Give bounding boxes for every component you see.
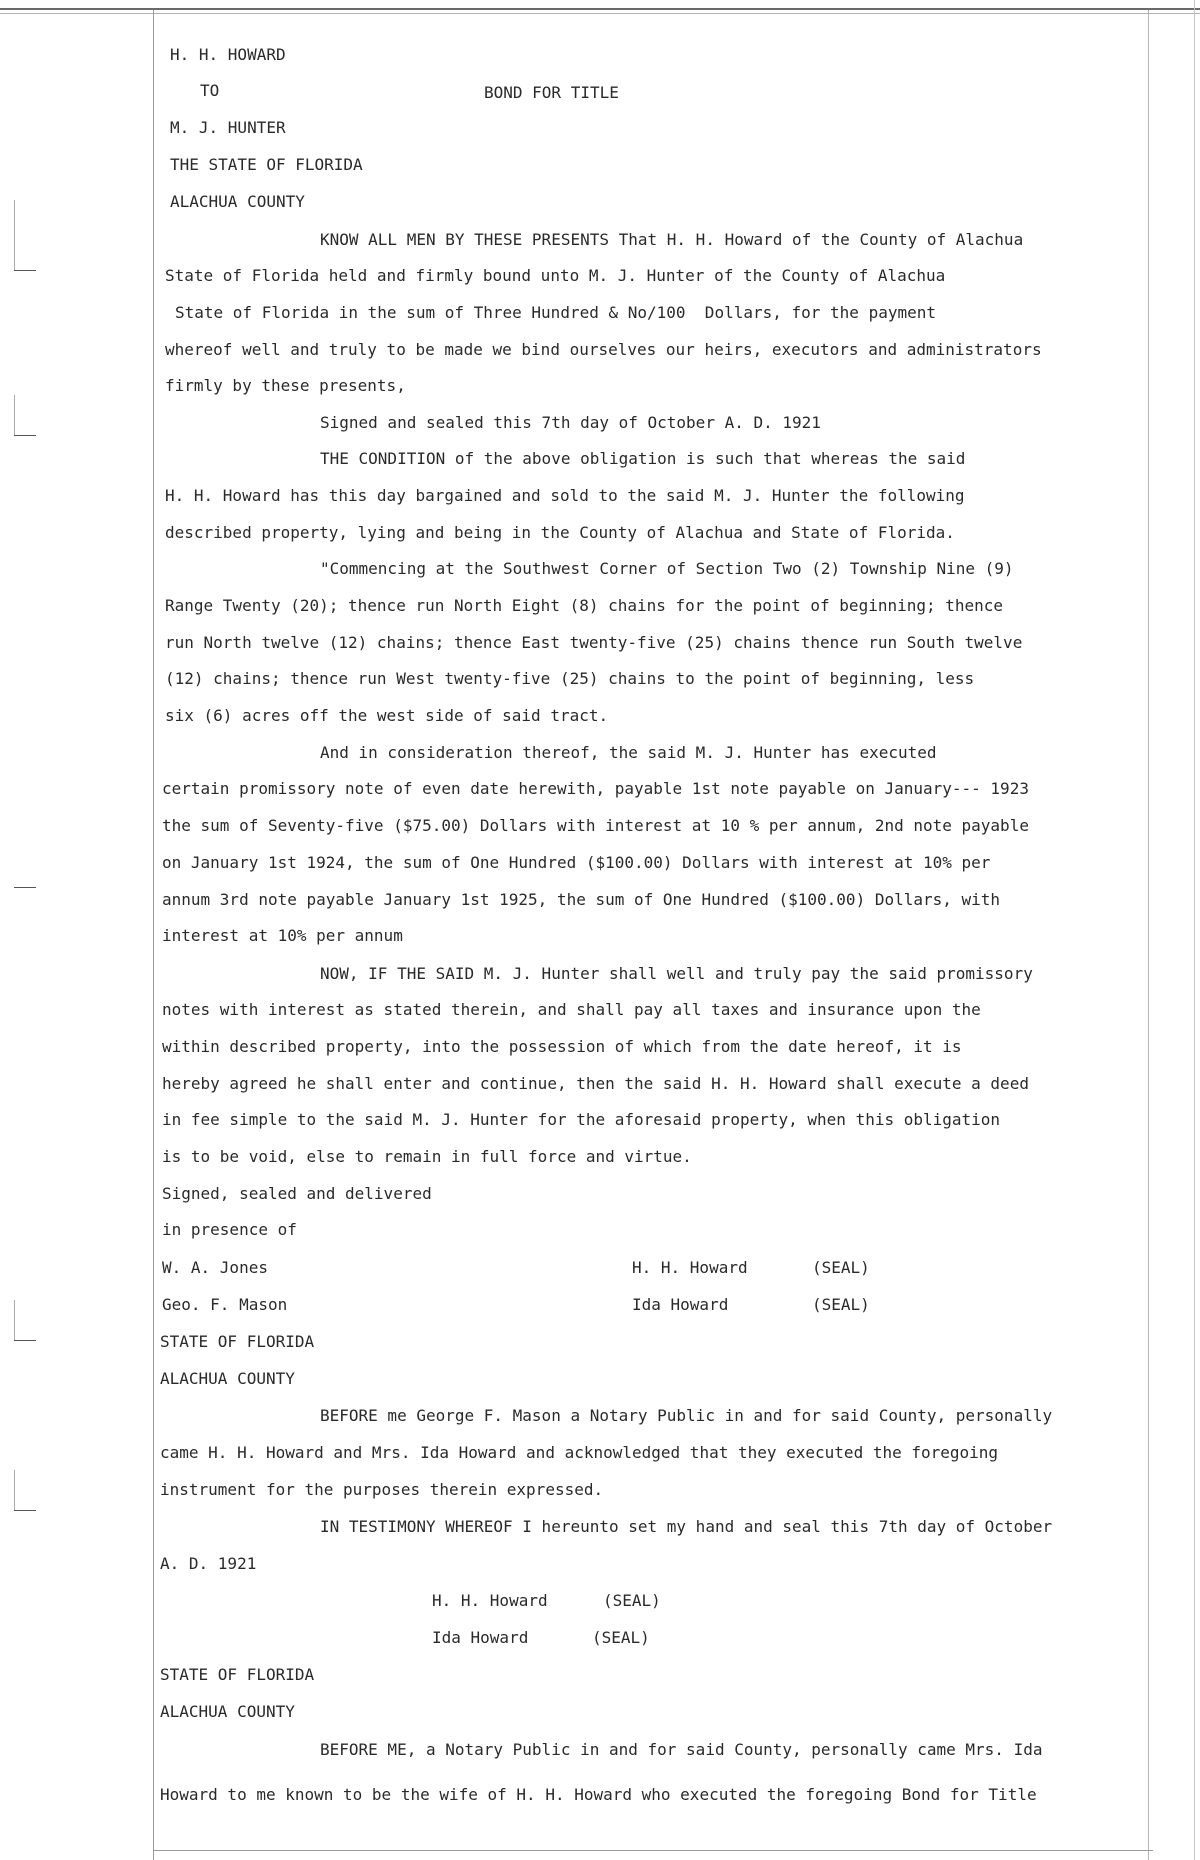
body-line: whereof well and truly to be made we bind ourselves our heirs, executors and administrators <box>165 340 1042 359</box>
top-border-line-inner <box>0 13 1200 14</box>
binding-mark <box>14 435 36 436</box>
signer-name: H. H. Howard <box>432 1591 548 1610</box>
seal-label: (SEAL) <box>603 1591 661 1610</box>
body-line: is to be void, else to remain in full force and virtue. <box>162 1147 692 1166</box>
binding-mark <box>14 200 15 270</box>
testimony-line: IN TESTIMONY WHEREOF I hereunto set my hand and seal this 7th day of October <box>320 1517 1053 1536</box>
venue-state: STATE OF FLORIDA <box>160 1665 315 1684</box>
acknowledgment-line: instrument for the purposes therein expressed. <box>160 1480 604 1499</box>
body-line: in fee simple to the said M. J. Hunter for the aforesaid property, when this obligation <box>162 1110 1001 1129</box>
binding-mark <box>14 395 15 435</box>
body-line: NOW, IF THE SAID M. J. Hunter shall well and truly pay the said promissory <box>320 964 1033 983</box>
document-title: BOND FOR TITLE <box>484 83 619 102</box>
body-line: on January 1st 1924, the sum of One Hundred ($100.00) Dollars with interest at 10% per <box>162 853 991 872</box>
venue-county: ALACHUA COUNTY <box>160 1369 295 1388</box>
right-margin-rule <box>1148 10 1149 1860</box>
legal-description-line: run North twelve (12) chains; thence East twenty-five (25) chains thence run South twelve <box>165 633 1023 652</box>
body-line: within described property, into the possession of which from the date hereof, it is <box>162 1037 962 1056</box>
seal-label: (SEAL) <box>812 1258 870 1277</box>
venue-state: THE STATE OF FLORIDA <box>170 155 363 174</box>
seal-label: (SEAL) <box>812 1295 870 1314</box>
acknowledgment-line: BEFORE ME, a Notary Public in and for said County, personally came Mrs. Ida <box>320 1740 1043 1759</box>
venue-county: ALACHUA COUNTY <box>160 1702 295 1721</box>
legal-description-line: six (6) acres off the west side of said tract. <box>165 706 609 725</box>
witness-name: W. A. Jones <box>162 1258 268 1277</box>
party-grantee: M. J. HUNTER <box>170 118 286 137</box>
signer-name: Ida Howard <box>632 1295 729 1314</box>
venue-county: ALACHUA COUNTY <box>170 192 305 211</box>
body-line: interest at 10% per annum <box>162 926 403 945</box>
acknowledgment-line: BEFORE me George F. Mason a Notary Public in and for said County, personally <box>320 1406 1053 1425</box>
body-line: annum 3rd note payable January 1st 1925, the sum of One Hundred ($100.00) Dollars, with <box>162 890 1001 909</box>
legal-description-line: Range Twenty (20); thence run North Eight (8) chains for the point of beginning; thence <box>165 596 1004 615</box>
body-line: certain promissory note of even date herewith, payable 1st note payable on January--- 1923 <box>162 779 1029 798</box>
acknowledgment-line: Howard to me known to be the wife of H. H. Howard who executed the foregoing Bond for Title <box>160 1785 1037 1804</box>
signer-name: Ida Howard <box>432 1628 529 1647</box>
body-line: hereby agreed he shall enter and continue, then the said H. H. Howard shall execute a deed <box>162 1074 1029 1093</box>
binding-mark <box>14 270 36 271</box>
legal-description-line: "Commencing at the Southwest Corner of Section Two (2) Township Nine (9) <box>320 559 1014 578</box>
body-line: notes with interest as stated therein, and shall pay all taxes and insurance upon the <box>162 1000 981 1019</box>
acknowledgment-line: came H. H. Howard and Mrs. Ida Howard and acknowledged that they executed the foregoing <box>160 1443 999 1462</box>
witness-name: Geo. F. Mason <box>162 1295 288 1314</box>
binding-mark <box>14 1470 15 1510</box>
body-line: the sum of Seventy-five ($75.00) Dollars with interest at 10 % per annum, 2nd note payable <box>162 816 1029 835</box>
body-line: THE CONDITION of the above obligation is such that whereas the said <box>320 449 966 468</box>
attestation-line: in presence of <box>162 1220 297 1239</box>
left-margin-rule <box>153 10 154 1860</box>
right-page-edge <box>1194 0 1195 1860</box>
attestation-line: Signed, sealed and delivered <box>162 1184 432 1203</box>
signer-name: H. H. Howard <box>632 1258 748 1277</box>
venue-state: STATE OF FLORIDA <box>160 1332 315 1351</box>
body-line: State of Florida in the sum of Three Hundred & No/100 Dollars, for the payment <box>175 303 936 322</box>
party-to: TO <box>200 81 220 100</box>
body-line: KNOW ALL MEN BY THESE PRESENTS That H. H. Howard of the County of Alachua <box>320 230 1024 249</box>
body-line: Signed and sealed this 7th day of October A. D. 1921 <box>320 413 821 432</box>
testimony-date: A. D. 1921 <box>160 1554 257 1573</box>
binding-mark <box>14 1300 15 1340</box>
seal-label: (SEAL) <box>592 1628 650 1647</box>
body-line: firmly by these presents, <box>165 376 406 395</box>
body-line: And in consideration thereof, the said M. J. Hunter has executed <box>320 743 937 762</box>
bottom-border-line <box>153 1850 1153 1851</box>
body-line: described property, lying and being in the County of Alachua and State of Florida. <box>165 523 955 542</box>
body-line: H. H. Howard has this day bargained and sold to the said M. J. Hunter the following <box>165 486 965 505</box>
top-border-line <box>0 8 1200 10</box>
body-line: State of Florida held and firmly bound unto M. J. Hunter of the County of Alachua <box>165 266 946 285</box>
party-grantor: H. H. HOWARD <box>170 45 286 64</box>
binding-mark <box>14 1340 36 1341</box>
binding-mark <box>14 887 36 888</box>
legal-description-line: (12) chains; thence run West twenty-five (25) chains to the point of beginning, less <box>165 669 975 688</box>
binding-mark <box>14 1510 36 1511</box>
